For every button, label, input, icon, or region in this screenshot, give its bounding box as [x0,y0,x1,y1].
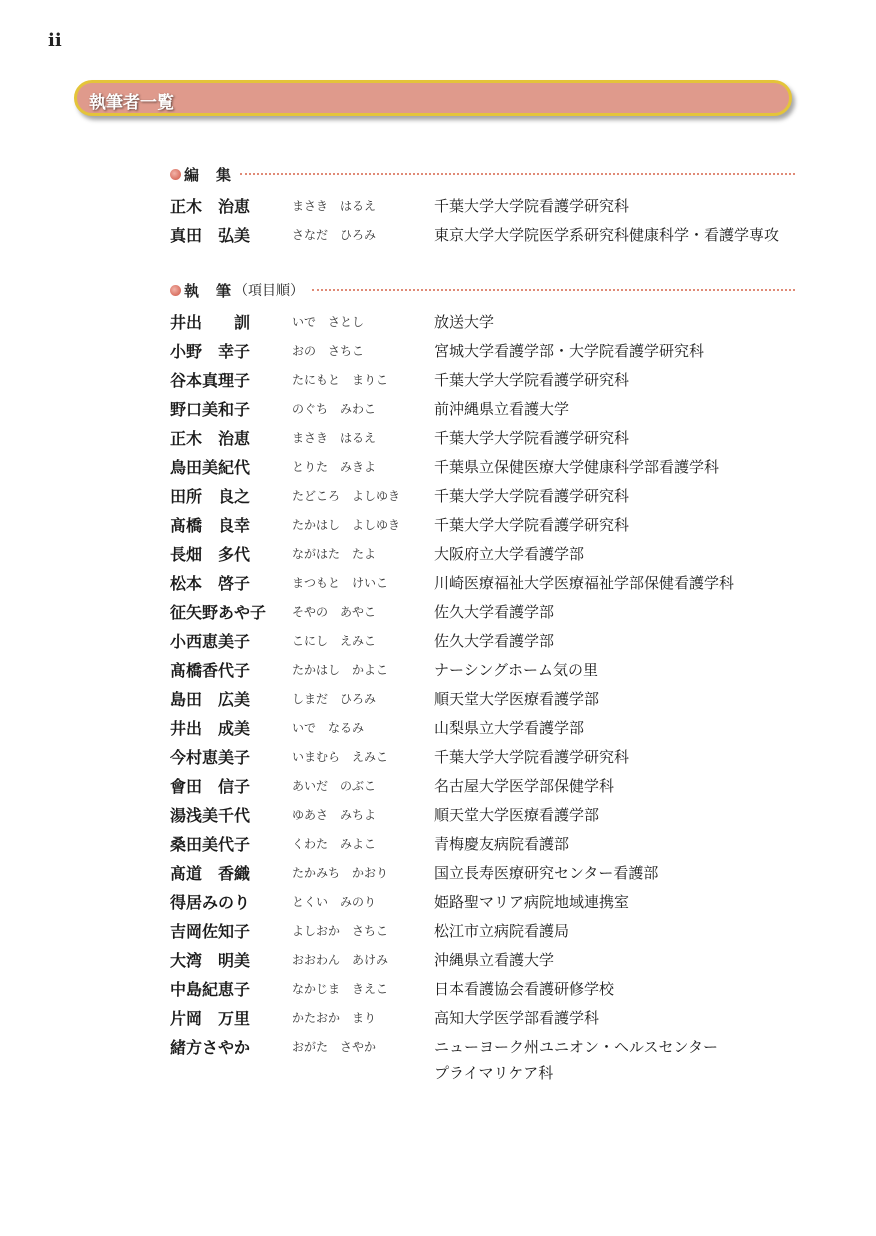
author-row [170,600,810,629]
person-kana: いで さとし [292,315,365,329]
person-name: 髙道 香織 [170,864,251,883]
person-affiliation: 順天堂大学医療看護学部 [434,806,600,824]
person-affiliation: 順天堂大学医療看護学部 [434,690,600,708]
person-kana: なかじま きえこ [292,982,389,996]
dotted-divider [312,289,795,291]
person-affiliation: ナーシングホーム気の里 [434,661,599,679]
person-affiliation: 千葉大学大学院看護学研究科 [434,197,630,215]
person-name: 長畑 多代 [170,545,251,564]
person-kana: まさき はるえ [292,431,377,445]
person-name: 髙橋香代子 [170,661,251,680]
author-row [170,774,810,803]
person-name: 島田 広美 [170,690,251,709]
person-affiliation: 山梨県立大学看護学部 [434,719,585,737]
author-row [170,919,810,948]
person-affiliation: 大阪府立大学看護学部 [434,545,585,563]
author-row [170,745,810,774]
person-name: 井出 成美 [170,719,251,738]
person-name: 會田 信子 [170,777,251,796]
person-name: 中島紀恵子 [170,980,251,999]
author-row [170,803,810,832]
person-affiliation: 高知大学医学部看護学科 [434,1009,600,1027]
dotted-divider [240,173,795,175]
person-affiliation: 佐久大学看護学部 [434,632,555,650]
person-kana: ゆあさ みちよ [292,808,377,822]
person-name: 征矢野あや子 [170,603,267,622]
person-affiliation: 佐久大学看護学部 [434,603,555,621]
author-row [170,977,810,1006]
author-row [170,832,810,861]
person-affiliation: 千葉県立保健医療大学健康科学部看護学科 [434,458,720,476]
author-row [170,513,810,542]
authors-heading-label: 執 筆 [184,281,233,300]
person-name: 野口美和子 [170,400,251,419]
person-name: 吉岡佐知子 [170,922,251,941]
person-kana: まさき はるえ [292,199,377,213]
person-kana: とりた みきよ [292,460,377,474]
person-name: 大湾 明美 [170,951,251,970]
person-affiliation: 姫路聖マリア病院地域連携室 [434,893,630,911]
person-affiliation: 千葉大学大学院看護学研究科 [434,748,630,766]
person-kana: たどころ よしゆき [292,489,401,503]
person-affiliation: 放送大学 [434,313,495,331]
person-affiliation: 川崎医療福祉大学医療福祉学部保健看護学科 [434,574,735,592]
person-kana: おの さちこ [292,344,365,358]
author-row [170,890,810,919]
page-number: ii [48,30,62,51]
person-kana: まつもと けいこ [292,576,389,590]
person-name: 緒方さやか [170,1038,251,1057]
person-kana: いで なるみ [292,721,365,735]
person-name: 今村恵美子 [170,748,251,767]
editors-section-heading [170,164,795,184]
author-row [170,687,810,716]
editor-row [170,194,810,223]
author-row [170,542,810,571]
person-name: 正木 治恵 [170,429,251,448]
author-row [170,1006,810,1035]
author-row [170,1035,810,1064]
affiliation-continuation: プライマリケア科 [434,1064,554,1082]
page-title: 執筆者一覧 [89,93,174,113]
person-affiliation: 青梅慶友病院看護部 [434,835,570,853]
author-row [170,629,810,658]
person-name: 真田 弘美 [170,226,251,245]
person-affiliation: 沖縄県立看護大学 [434,951,555,969]
person-kana: あいだ のぶこ [292,779,377,793]
person-kana: よしおか さちこ [292,924,389,938]
person-name: 正木 治恵 [170,197,251,216]
person-name: 田所 良之 [170,487,251,506]
person-affiliation: 宮城大学看護学部・大学院看護学研究科 [434,342,705,360]
author-row [170,948,810,977]
person-kana: とくい みのり [292,895,377,909]
person-affiliation: 千葉大学大学院看護学研究科 [434,487,630,505]
person-name: 谷本真理子 [170,371,251,390]
person-kana: たかみち かおり [292,866,389,880]
author-row [170,368,810,397]
author-row [170,310,810,339]
person-name: 桑田美代子 [170,835,251,854]
person-kana: かたおか まり [292,1011,377,1025]
person-name: 小野 幸子 [170,342,251,361]
person-kana: こにし えみこ [292,634,377,648]
person-name: 髙橋 良幸 [170,516,251,535]
person-kana: おおわん あけみ [292,953,389,967]
person-kana: しまだ ひろみ [292,692,377,706]
person-affiliation: ニューヨーク州ユニオン・ヘルスセンター [434,1038,718,1056]
author-row [170,861,810,890]
person-affiliation: 千葉大学大学院看護学研究科 [434,371,630,389]
authors-section-heading [170,280,795,300]
person-affiliation: 国立長寿医療研究センター看護部 [434,864,659,882]
person-name: 井出 訓 [170,313,251,332]
person-affiliation: 千葉大学大学院看護学研究科 [434,429,630,447]
person-kana: おがた さやか [292,1040,377,1054]
person-kana: くわた みよこ [292,837,377,851]
author-row [170,397,810,426]
bullet-icon [170,285,181,296]
person-affiliation: 日本看護協会看護研修学校 [434,980,615,998]
authors-heading-note: （項目順） [234,283,305,299]
person-name: 小西恵美子 [170,632,251,651]
person-affiliation: 名古屋大学医学部保健学科 [434,777,615,795]
person-kana: ながはた たよ [292,547,377,561]
person-name: 松本 啓子 [170,574,251,593]
editors-heading-label: 編 集 [184,165,233,184]
person-affiliation: 前沖縄県立看護大学 [434,400,570,418]
author-row [170,716,810,745]
person-affiliation: 東京大学大学院医学系研究科健康科学・看護学専攻 [434,226,780,244]
person-kana: たにもと まりこ [292,373,389,387]
editor-row [170,223,810,252]
person-name: 得居みのり [170,893,251,912]
person-kana: さなだ ひろみ [292,228,377,242]
person-affiliation: 松江市立病院看護局 [434,922,570,940]
person-kana: たかはし よしゆき [292,518,401,532]
person-name: 湯浅美千代 [170,806,251,825]
person-name: 鳥田美紀代 [170,458,251,477]
person-kana: のぐち みわこ [292,402,377,416]
author-row [170,484,810,513]
title-banner [74,80,792,116]
author-row [170,455,810,484]
bullet-icon [170,169,181,180]
author-row [170,658,810,687]
person-affiliation: 千葉大学大学院看護学研究科 [434,516,630,534]
author-row [170,426,810,455]
person-kana: いまむら えみこ [292,750,389,764]
person-name: 片岡 万里 [170,1009,251,1028]
person-kana: たかはし かよこ [292,663,389,677]
author-row [170,571,810,600]
author-row [170,339,810,368]
person-kana: そやの あやこ [292,605,377,619]
